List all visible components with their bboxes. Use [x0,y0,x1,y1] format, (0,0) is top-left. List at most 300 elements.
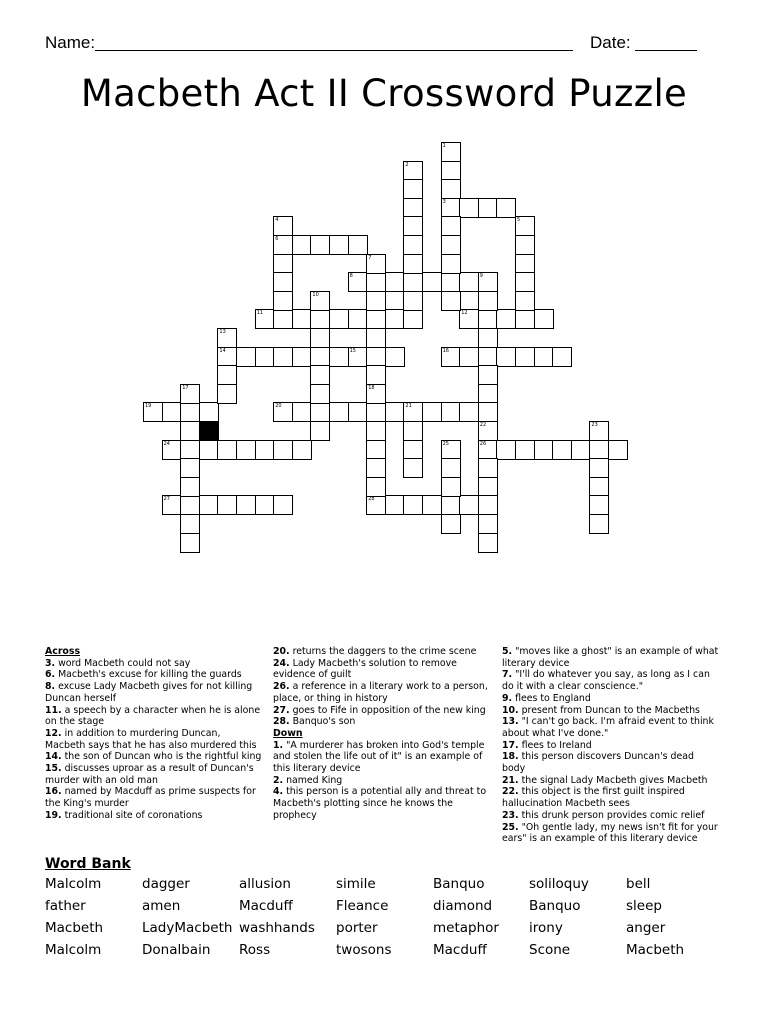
crossword-cell[interactable] [273,309,293,329]
across-clue-list [45,658,263,822]
crossword-cell[interactable] [366,309,386,329]
clue-number: 8 [349,273,353,280]
clue-number-label: 3. [45,657,56,669]
crossword-cell[interactable] [236,440,256,460]
down-clue [502,775,720,787]
clue-text: Macbeth's excuse for killing the guards [55,669,242,681]
crossword-cell[interactable] [273,216,293,236]
crossword-cell[interactable] [459,402,479,422]
crossword-cell[interactable] [515,235,535,255]
clue-text: this person discovers Duncan's dead body [502,751,694,775]
crossword-cell[interactable] [515,272,535,292]
crossword-cell[interactable] [310,309,330,329]
crossword-cell[interactable] [441,179,461,199]
crossword-cell[interactable] [385,272,405,292]
across-clue [45,705,263,728]
crossword-cell[interactable] [329,309,349,329]
crossword-cell[interactable] [478,533,498,553]
crossword-cell[interactable] [255,495,275,515]
crossword-cell[interactable] [385,347,405,367]
name-label: Name: [45,33,96,52]
crossword-cell[interactable] [403,440,423,460]
clue-number-label: 19. [45,809,62,821]
crossword-cell[interactable] [534,440,554,460]
word-bank-item: Macduff [433,942,487,958]
crossword-cell[interactable] [441,514,461,534]
crossword-cell[interactable] [459,495,479,515]
crossword-cell[interactable] [162,495,182,515]
across-clue [45,681,263,704]
crossword-cell[interactable] [292,402,312,422]
crossword-cell[interactable] [366,365,386,385]
clue-number-label: 20. [273,646,290,657]
down-clue [502,646,720,669]
crossword-cell[interactable] [273,440,293,460]
clues-column-2 [273,646,491,822]
crossword-cell[interactable] [348,272,368,292]
clue-number: 17 [182,384,189,391]
down-clue [502,810,720,822]
clue-number-label: 25. [502,821,519,833]
clue-number: 10 [312,291,319,298]
across-clue [45,751,263,763]
crossword-cell[interactable] [366,272,386,292]
clue-number: 20 [275,403,282,410]
crossword-cell[interactable] [515,347,535,367]
crossword-cell[interactable] [329,347,349,367]
crossword-cell[interactable] [310,402,330,422]
clue-number: 11 [256,310,263,317]
crossword-cell[interactable] [199,495,219,515]
down-heading: Down [273,727,303,739]
clue-number-label: 4. [273,786,284,798]
crossword-cell[interactable] [496,440,516,460]
crossword-cell[interactable] [441,142,461,162]
crossword-cell[interactable] [273,495,293,515]
clue-number-label: 18. [502,751,519,763]
clue-text: "A murderer has broken into God's temple and stolen the life out of it" is an example of this literary device [273,739,485,775]
crossword-cell[interactable] [478,198,498,218]
crossword-cell[interactable] [366,421,386,441]
down-clue [502,705,720,717]
crossword-cell[interactable] [478,402,498,422]
across-clue [45,658,263,670]
crossword-cell[interactable] [403,402,423,422]
clue-text: named by Macduff as prime suspects for the King's murder [45,786,256,810]
word-bank-item: irony [529,920,563,936]
clue-text: this person is a potential ally and threat to Macbeth's plotting since he knows the prophecy [273,786,487,821]
crossword-cell[interactable] [478,477,498,497]
crossword-cell[interactable] [162,402,182,422]
down-clue [502,669,720,692]
crossword-cell[interactable] [459,309,479,329]
crossword-cell[interactable] [441,235,461,255]
crossword-cell[interactable] [441,216,461,236]
crossword-cell[interactable] [478,365,498,385]
word-bank-item: Malcolm [45,876,102,892]
clue-number: 15 [349,347,356,354]
clue-number-label: 14. [45,751,62,763]
word-bank-item: porter [336,920,378,936]
clue-number: 6 [275,236,279,242]
crossword-cell[interactable] [348,235,368,255]
down-clue [502,740,720,752]
word-bank-item: bell [626,876,651,892]
across-heading: Across [45,646,81,657]
crossword-cell[interactable] [534,347,554,367]
crossword-cell[interactable] [459,198,479,218]
crossword-cell[interactable] [366,328,386,348]
crossword-cell[interactable] [441,440,461,460]
crossword-cell[interactable] [552,347,572,367]
crossword-cell[interactable] [403,161,423,181]
crossword-cell[interactable] [478,272,498,292]
down-clue-list [273,740,491,822]
clue-number: 19 [145,403,152,410]
crossword-cell[interactable] [255,347,275,367]
crossword-cell[interactable] [515,440,535,460]
crossword-cell[interactable] [552,440,572,460]
word-bank-item: anger [626,920,666,936]
clue-text: returns the daggers to the crime scene [289,646,477,657]
clue-number-label: 28. [273,716,290,728]
word-bank-item: diamond [433,898,493,914]
crossword-cell[interactable] [441,254,461,274]
crossword-cell[interactable] [589,421,609,441]
crossword-cell[interactable] [329,235,349,255]
clues-column-3 [502,646,720,845]
crossword-cell[interactable] [441,402,461,422]
clue-text: flees to England [512,692,591,704]
crossword-cell[interactable] [441,495,461,515]
crossword-cell[interactable] [180,421,200,441]
crossword-cell[interactable] [366,384,386,404]
crossword-cell[interactable] [441,198,461,218]
crossword-cell[interactable] [478,495,498,515]
crossword-cell[interactable] [515,291,535,311]
crossword-cell[interactable] [478,458,498,478]
word-bank-item: dagger [142,876,190,892]
crossword-cell[interactable] [589,477,609,497]
crossword-cell[interactable] [422,495,442,515]
clue-text: word Macbeth could not say [55,657,191,669]
clue-number: 22 [479,422,487,428]
crossword-cell[interactable] [273,291,293,311]
crossword-cell[interactable] [273,347,293,367]
across-clue [273,716,491,728]
clue-text: a reference in a literary work to a person, place, or thing in history [273,681,488,704]
word-bank-item: metaphor [433,920,499,936]
clues-column-1 [45,646,263,822]
clue-number-label: 17. [502,739,519,751]
crossword-cell[interactable] [273,272,293,292]
crossword-cell[interactable] [589,458,609,478]
crossword-cell[interactable] [310,235,330,255]
clue-number: 16 [442,347,449,354]
clue-number: 23 [591,422,598,428]
clue-number: 13 [219,329,226,335]
crossword-cell[interactable] [310,347,330,367]
crossword-cell[interactable] [329,402,349,422]
crossword-cell[interactable] [366,458,386,478]
word-bank-item: twosons [336,942,392,958]
crossword-cell[interactable] [217,440,237,460]
clue-number-label: 21. [502,774,519,786]
crossword-cell[interactable] [403,235,423,255]
clue-text: a speech by a character when he is alone on the stage [45,704,261,728]
clue-number-label: 6. [45,669,56,681]
crossword-cell[interactable] [589,495,609,515]
clue-number: 12 [461,310,468,317]
across-clue [45,786,263,809]
clue-number: 4 [275,217,279,224]
word-bank-item: sleep [626,898,662,914]
clue-number: 7 [368,254,372,261]
crossword-cell[interactable] [236,495,256,515]
crossword-cell[interactable] [515,309,535,329]
word-bank-item: allusion [239,876,291,892]
crossword-cell[interactable] [422,272,442,292]
crossword-cell[interactable] [273,254,293,274]
crossword-cell[interactable] [180,514,200,534]
crossword-cell[interactable] [571,440,591,460]
across-clue [273,681,491,704]
crossword-cell[interactable] [403,179,423,199]
crossword-cell[interactable] [310,328,330,348]
across-clue [273,705,491,717]
crossword-cell[interactable] [385,495,405,515]
crossword-cell[interactable] [217,347,237,367]
clue-number-label: 2. [273,774,284,786]
word-bank-item: amen [142,898,181,914]
crossword-cell[interactable] [236,347,256,367]
clue-number: 25 [442,440,449,447]
crossword-cell[interactable] [403,254,423,274]
crossword-cell[interactable] [403,272,423,292]
clue-number-label: 23. [502,809,519,821]
crossword-cell[interactable] [608,440,628,460]
clue-text: the signal Lady Macbeth gives Macbeth [518,774,708,786]
clue-number: 14 [219,347,226,354]
clue-text: this object is the first guilt inspired hallucination Macbeth sees [502,786,685,810]
clue-number-label: 22. [502,786,519,798]
crossword-cell[interactable] [366,254,386,274]
word-bank-item: LadyMacbeth [142,920,233,936]
crossword-cell[interactable] [589,440,609,460]
word-bank-item: Macbeth [626,942,685,958]
crossword-cell[interactable] [180,384,200,404]
down-clue [502,693,720,705]
clue-number: 1 [442,143,446,149]
crossword-cell[interactable] [403,291,423,311]
clue-number-label: 15. [45,763,62,775]
crossword-cell[interactable] [366,495,386,515]
crossword-cell[interactable] [180,440,200,460]
crossword-cell[interactable] [292,235,312,255]
crossword-cell[interactable] [310,291,330,311]
clue-text: the son of Duncan who is the rightful king [61,751,262,763]
crossword-cell[interactable] [385,309,405,329]
clue-number: 9 [479,273,483,280]
down-clue-list-continued [502,646,720,845]
across-clue-list-continued [273,646,491,728]
word-bank-item: Fleance [336,898,389,914]
across-clue [45,763,263,786]
crossword-cell[interactable] [292,309,312,329]
clue-number: 3 [442,198,446,205]
crossword-cell[interactable] [366,347,386,367]
crossword-cell[interactable] [422,402,442,422]
across-clue [273,646,491,658]
crossword-cell[interactable] [180,402,200,422]
crossword-cell[interactable] [366,440,386,460]
crossword-cell[interactable] [478,328,498,348]
across-clue [45,669,263,681]
clue-number-label: 7. [502,669,513,681]
crossword-cell[interactable] [478,514,498,534]
crossword-cell[interactable] [534,309,554,329]
clue-number-label: 5. [502,646,513,657]
crossword-cell[interactable] [478,291,498,311]
crossword-cell[interactable] [441,291,461,311]
crossword-cell[interactable] [441,347,461,367]
clue-number: 18 [368,384,375,391]
crossword-cell[interactable] [310,365,330,385]
down-clue [502,751,720,774]
word-bank-item: Malcolm [45,942,102,958]
crossword-cell[interactable] [441,477,461,497]
crossword-cell[interactable] [199,440,219,460]
word-bank-item: washhands [239,920,315,936]
crossword-cell[interactable] [403,216,423,236]
crossword-cell[interactable] [589,514,609,534]
crossword-cell[interactable] [217,328,237,348]
crossword-cell[interactable] [217,365,237,385]
word-bank-item: Scone [529,942,571,958]
crossword-block-cell [199,421,219,441]
clue-number: 5 [517,217,521,224]
crossword-cell[interactable] [403,421,423,441]
clue-number-label: 8. [45,681,56,693]
crossword-cell[interactable] [459,272,479,292]
down-clue [273,740,491,775]
clue-number: 21 [405,403,412,410]
down-clue [273,775,491,787]
crossword-cell[interactable] [515,216,535,236]
word-bank-item: father [45,898,86,914]
crossword-cell[interactable] [403,198,423,218]
crossword-cell[interactable] [478,309,498,329]
crossword-cell[interactable] [199,402,219,422]
crossword-cell[interactable] [496,309,516,329]
clue-number-label: 12. [45,727,62,739]
crossword-cell[interactable] [403,495,423,515]
crossword-cell[interactable] [348,309,368,329]
page-title: Macbeth Act II Crossword Puzzle [80,72,688,115]
clue-text: Banquo's son [289,716,356,728]
clue-number: 26 [479,440,487,447]
down-clue [502,822,720,845]
word-bank-item: Banquo [529,898,581,914]
crossword-cell[interactable] [310,384,330,404]
crossword-cell[interactable] [273,235,293,255]
clue-number-label: 11. [45,704,62,716]
clue-text: "Oh gentle lady, my news isn't fit for your ears" is an example of this literary device [502,821,718,845]
clue-number-label: 16. [45,786,62,798]
crossword-cell[interactable] [180,533,200,553]
clue-number-label: 13. [502,716,519,728]
crossword-cell[interactable] [255,309,275,329]
crossword-cell[interactable] [496,347,516,367]
word-bank-title: Word Bank [45,856,131,872]
word-bank-item: soliloquy [529,876,589,892]
crossword-cell[interactable] [366,291,386,311]
word-bank-item: Banquo [433,876,485,892]
clue-number-label: 9. [502,692,513,704]
crossword-cell[interactable] [478,421,498,441]
clue-text: flees to Ireland [518,739,592,751]
crossword-cell[interactable] [403,458,423,478]
crossword-cell[interactable] [441,161,461,181]
crossword-cell[interactable] [273,402,293,422]
clue-number: 24 [163,440,170,447]
crossword-cell[interactable] [459,347,479,367]
crossword-cell[interactable] [180,495,200,515]
clue-text: "I'll do whatever you say, as long as I can do it with a clear conscience." [502,669,710,693]
crossword-cell[interactable] [441,272,461,292]
crossword-cell[interactable] [292,347,312,367]
crossword-cell[interactable] [310,421,330,441]
crossword-cell[interactable] [385,402,405,422]
crossword-cell[interactable] [162,440,182,460]
clue-text: present from Duncan to the Macbeths [518,704,700,716]
word-bank-item: Macduff [239,898,293,914]
crossword-cell[interactable] [478,384,498,404]
crossword-cell[interactable] [143,402,163,422]
crossword-cell[interactable] [217,384,237,404]
word-bank-item: simile [336,876,376,892]
crossword-cell[interactable] [348,402,368,422]
crossword-cell[interactable] [348,347,368,367]
crossword-cell[interactable] [255,440,275,460]
clue-text: "moves like a ghost" is an example of what literary device [502,646,719,669]
clue-number-label: 24. [273,657,290,669]
crossword-cell[interactable] [515,254,535,274]
across-clue [45,728,263,751]
down-clue [502,716,720,739]
word-bank-item: Ross [239,942,271,958]
crossword-cell[interactable] [366,477,386,497]
clue-number-label: 26. [273,681,290,693]
clue-text: "I can't go back. I'm afraid event to think about what I've done." [502,716,714,739]
clue-text: excuse Lady Macbeth gives for not killing Duncan herself [45,681,253,704]
clue-text: discusses uproar as a result of Duncan's murder with an old man [45,763,254,786]
across-clue [45,810,263,822]
crossword-cell[interactable] [478,440,498,460]
crossword-cell[interactable] [366,402,386,422]
crossword-cell[interactable] [292,440,312,460]
word-bank-item: Macbeth [45,920,104,936]
date-label: Date: [590,33,631,52]
crossword-cell[interactable] [403,309,423,329]
crossword-cell[interactable] [180,458,200,478]
clue-number-label: 1. [273,739,284,751]
crossword-cell[interactable] [478,347,498,367]
crossword-cell[interactable] [441,458,461,478]
crossword-cell[interactable] [496,198,516,218]
crossword-cell[interactable] [180,477,200,497]
crossword-cell[interactable] [217,495,237,515]
